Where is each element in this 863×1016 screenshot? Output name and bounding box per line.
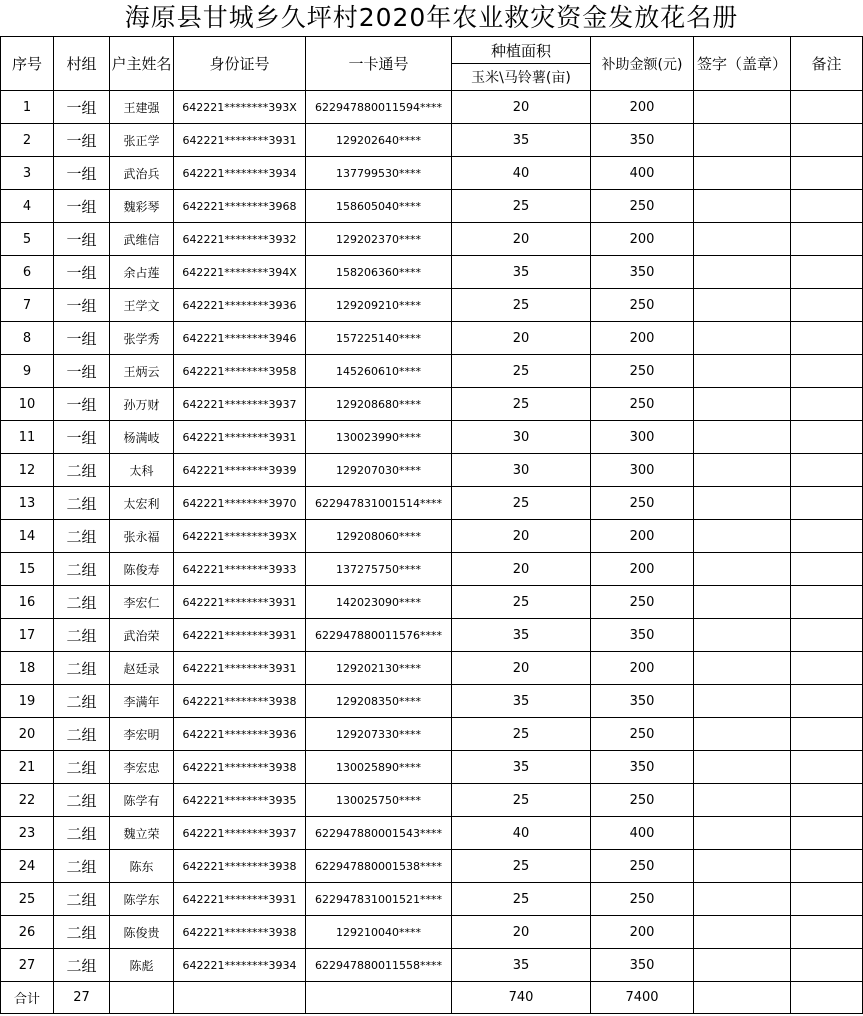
- table-row: [1, 157, 863, 190]
- cell-signature: [694, 421, 791, 454]
- cell-amount: 200: [591, 223, 694, 256]
- table-row: [1, 850, 863, 883]
- table-row: [1, 388, 863, 421]
- cell-group: 二组: [54, 817, 110, 850]
- cell-id-number: 642221********3933: [174, 553, 306, 586]
- cell-signature: [694, 586, 791, 619]
- cell-seq: 10: [1, 388, 54, 421]
- table-row: [1, 685, 863, 718]
- header-row: [1, 37, 863, 64]
- cell-note: [791, 487, 863, 520]
- table-row: [1, 322, 863, 355]
- table-row: [1, 520, 863, 553]
- cell-id-number: 642221********3938: [174, 916, 306, 949]
- cell-note: [791, 883, 863, 916]
- cell-area: 35: [452, 685, 591, 718]
- table-row: [1, 652, 863, 685]
- cell-id-number: 642221********3932: [174, 223, 306, 256]
- cell-area: 40: [452, 157, 591, 190]
- cell-card-number: 130025750****: [306, 784, 452, 817]
- cell-seq: 22: [1, 784, 54, 817]
- cell-name: 王学文: [110, 289, 174, 322]
- col-header-card: 一卡通号: [306, 37, 452, 91]
- cell-name: 余占莲: [110, 256, 174, 289]
- cell-group: 一组: [54, 223, 110, 256]
- cell-amount: 250: [591, 487, 694, 520]
- cell-name: 孙万财: [110, 388, 174, 421]
- table-row: [1, 883, 863, 916]
- cell-seq: 17: [1, 619, 54, 652]
- totals-row: [1, 982, 863, 1014]
- roster-body: [1, 91, 863, 982]
- cell-seq: 23: [1, 817, 54, 850]
- cell-seq: 5: [1, 223, 54, 256]
- cell-group: 二组: [54, 685, 110, 718]
- cell-name: 武治荣: [110, 619, 174, 652]
- cell-area: 35: [452, 751, 591, 784]
- cell-amount: 250: [591, 883, 694, 916]
- cell-name: 张学秀: [110, 322, 174, 355]
- cell-signature: [694, 520, 791, 553]
- cell-seq: 27: [1, 949, 54, 982]
- cell-area: 20: [452, 223, 591, 256]
- col-header-note: 备注: [791, 37, 863, 91]
- cell-amount: 350: [591, 256, 694, 289]
- col-header-name: 户主姓名: [110, 37, 174, 91]
- col-header-seq: 序号: [1, 37, 54, 91]
- cell-group: 二组: [54, 883, 110, 916]
- cell-area: 20: [452, 553, 591, 586]
- cell-signature: [694, 190, 791, 223]
- cell-group: 二组: [54, 586, 110, 619]
- cell-note: [791, 157, 863, 190]
- cell-group: 二组: [54, 949, 110, 982]
- table-row: [1, 949, 863, 982]
- cell-area: 20: [452, 916, 591, 949]
- cell-signature: [694, 256, 791, 289]
- table-row: [1, 619, 863, 652]
- table-row: [1, 91, 863, 124]
- cell-card-number: 622947880001538****: [306, 850, 452, 883]
- cell-note: [791, 91, 863, 124]
- cell-card-number: 129207330****: [306, 718, 452, 751]
- totals-empty: [174, 982, 306, 1014]
- cell-area: 30: [452, 454, 591, 487]
- table-row: [1, 718, 863, 751]
- col-header-sign: 签字（盖章）: [694, 37, 791, 91]
- cell-card-number: 158605040****: [306, 190, 452, 223]
- cell-name: 陈东: [110, 850, 174, 883]
- cell-group: 二组: [54, 553, 110, 586]
- cell-group: 二组: [54, 487, 110, 520]
- cell-note: [791, 256, 863, 289]
- cell-id-number: 642221********3931: [174, 124, 306, 157]
- cell-amount: 200: [591, 322, 694, 355]
- cell-amount: 250: [591, 388, 694, 421]
- cell-note: [791, 850, 863, 883]
- cell-signature: [694, 553, 791, 586]
- cell-card-number: 130025890****: [306, 751, 452, 784]
- table-row: [1, 817, 863, 850]
- totals-empty: [791, 982, 863, 1014]
- cell-amount: 350: [591, 619, 694, 652]
- cell-name: 陈学有: [110, 784, 174, 817]
- cell-area: 20: [452, 322, 591, 355]
- cell-amount: 400: [591, 817, 694, 850]
- cell-id-number: 642221********393X: [174, 520, 306, 553]
- table-row: [1, 916, 863, 949]
- table-row: [1, 223, 863, 256]
- cell-signature: [694, 91, 791, 124]
- cell-seq: 9: [1, 355, 54, 388]
- cell-area: 25: [452, 388, 591, 421]
- cell-group: 一组: [54, 388, 110, 421]
- cell-signature: [694, 124, 791, 157]
- cell-area: 25: [452, 784, 591, 817]
- cell-note: [791, 916, 863, 949]
- cell-id-number: 642221********3938: [174, 751, 306, 784]
- cell-group: 二组: [54, 520, 110, 553]
- cell-amount: 200: [591, 520, 694, 553]
- cell-group: 二组: [54, 619, 110, 652]
- cell-name: 魏立荣: [110, 817, 174, 850]
- table-row: [1, 454, 863, 487]
- cell-area: 35: [452, 949, 591, 982]
- cell-signature: [694, 685, 791, 718]
- cell-card-number: 129208350****: [306, 685, 452, 718]
- cell-note: [791, 751, 863, 784]
- cell-seq: 24: [1, 850, 54, 883]
- cell-id-number: 642221********3958: [174, 355, 306, 388]
- cell-area: 25: [452, 883, 591, 916]
- totals-empty: [306, 982, 452, 1014]
- cell-signature: [694, 817, 791, 850]
- cell-amount: 350: [591, 124, 694, 157]
- cell-name: 李宏明: [110, 718, 174, 751]
- cell-note: [791, 817, 863, 850]
- cell-signature: [694, 883, 791, 916]
- cell-id-number: 642221********394X: [174, 256, 306, 289]
- cell-seq: 15: [1, 553, 54, 586]
- cell-seq: 7: [1, 289, 54, 322]
- cell-id-number: 642221********3939: [174, 454, 306, 487]
- cell-seq: 4: [1, 190, 54, 223]
- cell-id-number: 642221********3936: [174, 718, 306, 751]
- cell-group: 一组: [54, 124, 110, 157]
- cell-group: 二组: [54, 784, 110, 817]
- cell-signature: [694, 157, 791, 190]
- cell-amount: 250: [591, 850, 694, 883]
- cell-area: 25: [452, 487, 591, 520]
- cell-card-number: 622947880011576****: [306, 619, 452, 652]
- cell-card-number: 622947880011558****: [306, 949, 452, 982]
- cell-card-number: 622947880001543****: [306, 817, 452, 850]
- cell-group: 二组: [54, 718, 110, 751]
- cell-name: 王炳云: [110, 355, 174, 388]
- cell-area: 35: [452, 124, 591, 157]
- cell-group: 一组: [54, 91, 110, 124]
- cell-group: 二组: [54, 850, 110, 883]
- col-header-id: 身份证号: [174, 37, 306, 91]
- table-row: [1, 124, 863, 157]
- cell-card-number: 145260610****: [306, 355, 452, 388]
- cell-group: 一组: [54, 421, 110, 454]
- cell-seq: 20: [1, 718, 54, 751]
- cell-id-number: 642221********3935: [174, 784, 306, 817]
- cell-area: 25: [452, 586, 591, 619]
- cell-name: 张正学: [110, 124, 174, 157]
- cell-id-number: 642221********3931: [174, 883, 306, 916]
- cell-signature: [694, 751, 791, 784]
- cell-card-number: 137799530****: [306, 157, 452, 190]
- cell-seq: 3: [1, 157, 54, 190]
- cell-group: 一组: [54, 355, 110, 388]
- cell-id-number: 642221********3934: [174, 949, 306, 982]
- cell-name: 陈学东: [110, 883, 174, 916]
- cell-note: [791, 322, 863, 355]
- cell-name: 陈俊寿: [110, 553, 174, 586]
- cell-id-number: 642221********3937: [174, 388, 306, 421]
- cell-note: [791, 949, 863, 982]
- cell-area: 40: [452, 817, 591, 850]
- cell-name: 李宏仁: [110, 586, 174, 619]
- cell-note: [791, 355, 863, 388]
- cell-seq: 16: [1, 586, 54, 619]
- cell-amount: 300: [591, 421, 694, 454]
- table-row: [1, 586, 863, 619]
- table-row: [1, 487, 863, 520]
- cell-card-number: 142023090****: [306, 586, 452, 619]
- cell-area: 25: [452, 718, 591, 751]
- table-row: [1, 751, 863, 784]
- cell-area: 25: [452, 289, 591, 322]
- cell-group: 一组: [54, 157, 110, 190]
- cell-seq: 8: [1, 322, 54, 355]
- cell-card-number: 129202130****: [306, 652, 452, 685]
- cell-signature: [694, 322, 791, 355]
- cell-seq: 18: [1, 652, 54, 685]
- cell-name: 魏彩琴: [110, 190, 174, 223]
- cell-id-number: 642221********3936: [174, 289, 306, 322]
- cell-id-number: 642221********3937: [174, 817, 306, 850]
- col-header-area-sub: 玉米\马铃薯(亩): [452, 64, 591, 91]
- cell-signature: [694, 916, 791, 949]
- cell-id-number: 642221********393X: [174, 91, 306, 124]
- roster-table: [0, 36, 863, 1014]
- cell-signature: [694, 784, 791, 817]
- table-row: [1, 289, 863, 322]
- cell-note: [791, 685, 863, 718]
- cell-name: 张永福: [110, 520, 174, 553]
- cell-id-number: 642221********3931: [174, 421, 306, 454]
- cell-group: 一组: [54, 289, 110, 322]
- cell-note: [791, 454, 863, 487]
- cell-card-number: 622947831001521****: [306, 883, 452, 916]
- cell-seq: 12: [1, 454, 54, 487]
- cell-card-number: 622947831001514****: [306, 487, 452, 520]
- cell-name: 太科: [110, 454, 174, 487]
- cell-card-number: 129207030****: [306, 454, 452, 487]
- cell-note: [791, 223, 863, 256]
- cell-signature: [694, 454, 791, 487]
- cell-signature: [694, 850, 791, 883]
- cell-name: 武维信: [110, 223, 174, 256]
- cell-amount: 250: [591, 718, 694, 751]
- cell-seq: 21: [1, 751, 54, 784]
- cell-amount: 250: [591, 586, 694, 619]
- cell-name: 太宏利: [110, 487, 174, 520]
- cell-amount: 200: [591, 652, 694, 685]
- cell-note: [791, 520, 863, 553]
- cell-name: 杨满岐: [110, 421, 174, 454]
- cell-id-number: 642221********3970: [174, 487, 306, 520]
- cell-note: [791, 190, 863, 223]
- cell-seq: 6: [1, 256, 54, 289]
- cell-amount: 200: [591, 916, 694, 949]
- cell-name: 李满年: [110, 685, 174, 718]
- cell-seq: 13: [1, 487, 54, 520]
- cell-area: 35: [452, 619, 591, 652]
- totals-label: 合计: [1, 982, 54, 1014]
- table-row: [1, 784, 863, 817]
- cell-area: 30: [452, 421, 591, 454]
- cell-amount: 350: [591, 949, 694, 982]
- cell-amount: 350: [591, 751, 694, 784]
- cell-seq: 14: [1, 520, 54, 553]
- col-header-group: 村组: [54, 37, 110, 91]
- cell-seq: 26: [1, 916, 54, 949]
- cell-name: 陈俊贵: [110, 916, 174, 949]
- cell-note: [791, 652, 863, 685]
- totals-amount: 7400: [591, 982, 694, 1014]
- cell-amount: 400: [591, 157, 694, 190]
- cell-area: 20: [452, 520, 591, 553]
- cell-name: 赵廷录: [110, 652, 174, 685]
- cell-signature: [694, 388, 791, 421]
- table-row: [1, 421, 863, 454]
- cell-card-number: 130023990****: [306, 421, 452, 454]
- cell-signature: [694, 223, 791, 256]
- cell-group: 一组: [54, 322, 110, 355]
- cell-card-number: 158206360****: [306, 256, 452, 289]
- cell-card-number: 129209210****: [306, 289, 452, 322]
- cell-area: 25: [452, 190, 591, 223]
- cell-card-number: 129202640****: [306, 124, 452, 157]
- cell-amount: 250: [591, 355, 694, 388]
- cell-note: [791, 553, 863, 586]
- cell-id-number: 642221********3931: [174, 652, 306, 685]
- cell-group: 二组: [54, 454, 110, 487]
- cell-id-number: 642221********3968: [174, 190, 306, 223]
- cell-card-number: 129208060****: [306, 520, 452, 553]
- cell-seq: 25: [1, 883, 54, 916]
- cell-name: 武治兵: [110, 157, 174, 190]
- cell-name: 王建强: [110, 91, 174, 124]
- cell-group: 二组: [54, 751, 110, 784]
- cell-card-number: 129210040****: [306, 916, 452, 949]
- cell-group: 一组: [54, 190, 110, 223]
- cell-area: 20: [452, 652, 591, 685]
- cell-note: [791, 124, 863, 157]
- cell-amount: 250: [591, 784, 694, 817]
- table-row: [1, 190, 863, 223]
- cell-amount: 200: [591, 553, 694, 586]
- cell-signature: [694, 718, 791, 751]
- cell-signature: [694, 652, 791, 685]
- cell-card-number: 622947880011594****: [306, 91, 452, 124]
- cell-group: 二组: [54, 652, 110, 685]
- cell-signature: [694, 289, 791, 322]
- cell-id-number: 642221********3938: [174, 685, 306, 718]
- table-row: [1, 553, 863, 586]
- cell-seq: 19: [1, 685, 54, 718]
- cell-card-number: 157225140****: [306, 322, 452, 355]
- col-header-amount: 补助金额(元): [591, 37, 694, 91]
- totals-empty: [694, 982, 791, 1014]
- cell-id-number: 642221********3931: [174, 619, 306, 652]
- col-header-area: 种植面积: [452, 37, 591, 64]
- totals-empty: [110, 982, 174, 1014]
- totals-area: 740: [452, 982, 591, 1014]
- cell-card-number: 129202370****: [306, 223, 452, 256]
- cell-note: [791, 586, 863, 619]
- cell-note: [791, 784, 863, 817]
- cell-note: [791, 619, 863, 652]
- cell-area: 20: [452, 91, 591, 124]
- cell-area: 35: [452, 256, 591, 289]
- cell-note: [791, 718, 863, 751]
- totals-count: 27: [54, 982, 110, 1014]
- cell-name: 陈彪: [110, 949, 174, 982]
- cell-seq: 2: [1, 124, 54, 157]
- cell-signature: [694, 487, 791, 520]
- table-row: [1, 256, 863, 289]
- cell-note: [791, 388, 863, 421]
- table-row: [1, 355, 863, 388]
- cell-amount: 250: [591, 289, 694, 322]
- cell-group: 一组: [54, 256, 110, 289]
- cell-signature: [694, 355, 791, 388]
- cell-card-number: 129208680****: [306, 388, 452, 421]
- cell-group: 二组: [54, 916, 110, 949]
- cell-amount: 350: [591, 685, 694, 718]
- cell-note: [791, 289, 863, 322]
- cell-area: 25: [452, 850, 591, 883]
- page-title: 海原县甘城乡久坪村2020年农业救灾资金发放花名册: [124, 3, 739, 32]
- cell-id-number: 642221********3946: [174, 322, 306, 355]
- cell-name: 李宏忠: [110, 751, 174, 784]
- cell-amount: 200: [591, 91, 694, 124]
- cell-id-number: 642221********3934: [174, 157, 306, 190]
- cell-signature: [694, 949, 791, 982]
- cell-seq: 1: [1, 91, 54, 124]
- cell-seq: 11: [1, 421, 54, 454]
- cell-amount: 300: [591, 454, 694, 487]
- cell-note: [791, 421, 863, 454]
- cell-amount: 250: [591, 190, 694, 223]
- cell-id-number: 642221********3938: [174, 850, 306, 883]
- cell-card-number: 137275750****: [306, 553, 452, 586]
- cell-area: 25: [452, 355, 591, 388]
- cell-signature: [694, 619, 791, 652]
- cell-id-number: 642221********3931: [174, 586, 306, 619]
